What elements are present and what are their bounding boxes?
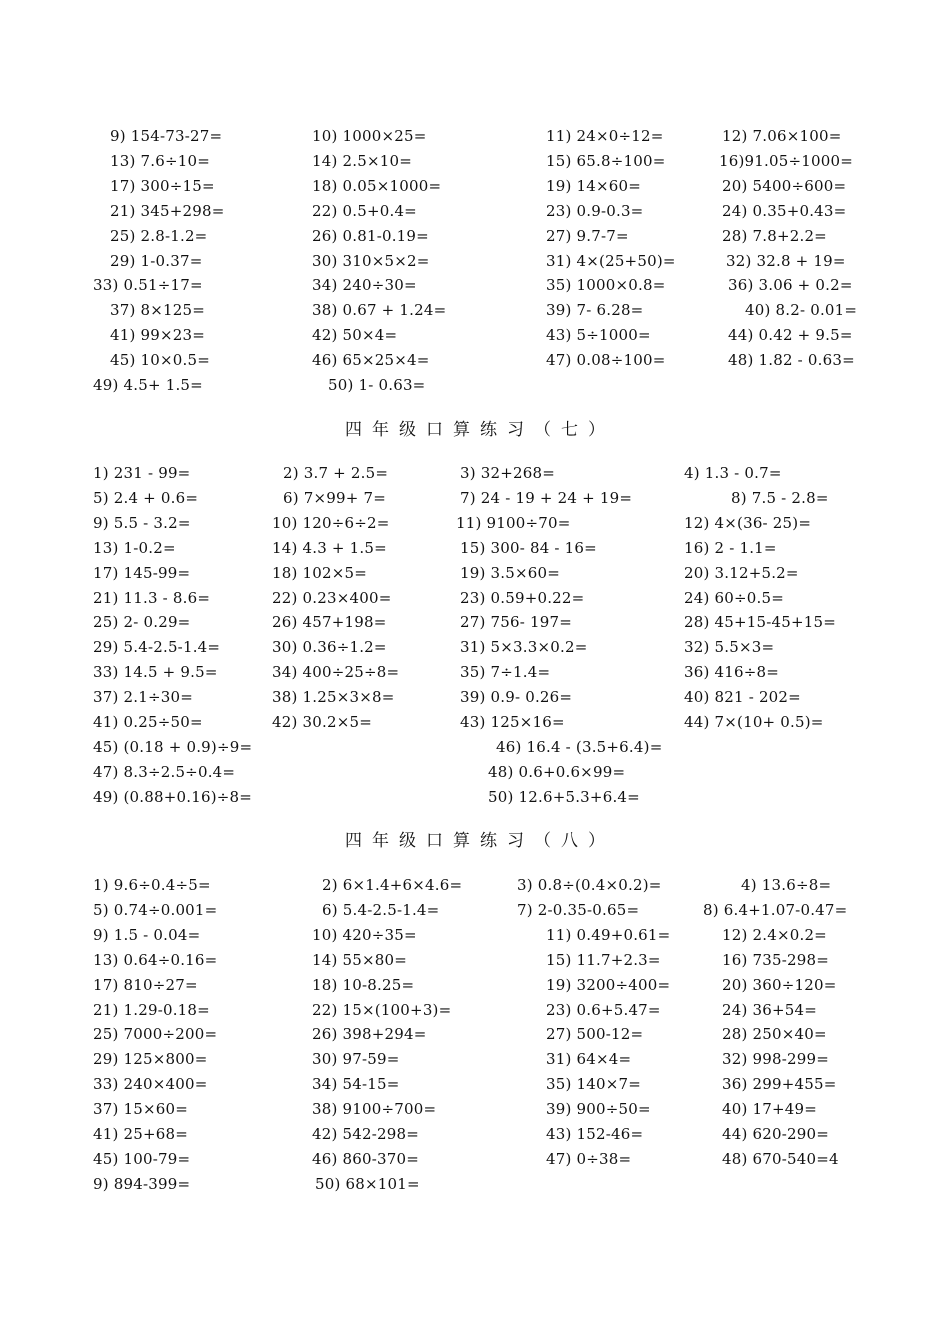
arithmetic-problem: 42) 50×4= (312, 326, 398, 345)
arithmetic-problem: 46) 16.4 - (3.5+6.4)= (496, 737, 663, 756)
arithmetic-problem: 25) 2.8-1.2= (110, 226, 208, 245)
arithmetic-problem: 6) 7×99+ 7= (283, 488, 387, 507)
arithmetic-problem: 33) 14.5 + 9.5= (93, 663, 218, 682)
arithmetic-problem: 37) 15×60= (93, 1100, 189, 1119)
problem-row (0, 973, 950, 997)
arithmetic-problem: 40) 8.2- 0.01= (745, 301, 858, 320)
arithmetic-problem: 13) 7.6÷10= (110, 151, 210, 170)
arithmetic-problem: 44) 620-290= (722, 1125, 830, 1143)
arithmetic-problem: 43) 152-46= (546, 1125, 644, 1143)
arithmetic-problem: 30) 310×5×2= (312, 251, 430, 270)
arithmetic-problem: 14) 55×80= (312, 950, 408, 969)
arithmetic-problem: 15) 65.8÷100= (546, 151, 666, 170)
arithmetic-problem: 12) 4×(36- 25)= (684, 513, 812, 532)
arithmetic-problem: 16) 2 - 1.1= (684, 538, 777, 557)
arithmetic-problem: 34) 54-15= (312, 1075, 400, 1094)
problem-row (0, 174, 950, 198)
arithmetic-problem: 1) 231 - 99= (93, 464, 191, 482)
arithmetic-problem: 39) 900÷50= (546, 1100, 651, 1119)
arithmetic-problem: 36) 416÷8= (684, 663, 780, 682)
arithmetic-problem: 29) 5.4-2.5-1.4= (93, 638, 221, 657)
arithmetic-problem: 20) 5400÷600= (722, 176, 847, 195)
arithmetic-problem: 7) 2-0.35-0.65= (517, 900, 640, 919)
arithmetic-problem: 34) 240÷30= (312, 276, 417, 295)
arithmetic-problem: 35) 1000×0.8= (546, 276, 666, 295)
arithmetic-problem: 39) 0.9- 0.26= (460, 688, 573, 707)
arithmetic-problem: 47) 0.08÷100= (546, 351, 666, 370)
arithmetic-problem: 4) 13.6÷8= (741, 876, 832, 894)
arithmetic-problem: 9) 894-399= (93, 1174, 191, 1193)
problem-row (0, 224, 950, 248)
arithmetic-problem: 6) 5.4-2.5-1.4= (322, 900, 440, 919)
problem-row (0, 323, 950, 347)
arithmetic-problem: 47) 0÷38= (546, 1149, 632, 1168)
arithmetic-problem: 42) 30.2×5= (272, 713, 372, 731)
arithmetic-problem: 47) 8.3÷2.5÷0.4= (93, 762, 236, 781)
problem-row (0, 511, 950, 535)
arithmetic-problem: 31) 5×3.3×0.2= (460, 638, 588, 657)
arithmetic-problem: 25) 2- 0.29= (93, 613, 191, 632)
problem-row (0, 873, 950, 897)
arithmetic-problem: 30) 0.36÷1.2= (272, 638, 387, 657)
arithmetic-problem: 10) 420÷35= (312, 925, 417, 944)
arithmetic-problem: 35) 140×7= (546, 1075, 642, 1094)
arithmetic-problem: 20) 360÷120= (722, 975, 837, 994)
arithmetic-problem: 3) 0.8÷(0.4×0.2)= (517, 876, 662, 894)
arithmetic-problem: 39) 7- 6.28= (546, 301, 644, 320)
arithmetic-problem: 18) 0.05×1000= (312, 176, 442, 195)
problem-row (0, 124, 950, 148)
arithmetic-problem: 25) 7000÷200= (93, 1025, 218, 1044)
arithmetic-problem: 16) 735-298= (722, 950, 830, 969)
problem-row (0, 923, 950, 947)
problem-row (0, 536, 950, 560)
problem-row (0, 348, 950, 372)
arithmetic-problem: 8) 7.5 - 2.8= (731, 488, 829, 507)
arithmetic-problem: 12) 7.06×100= (722, 127, 842, 145)
problem-row (0, 1122, 950, 1146)
arithmetic-problem: 49) 4.5+ 1.5= (93, 376, 203, 394)
problem-row (0, 1097, 950, 1121)
arithmetic-problem: 1) 9.6÷0.4÷5= (93, 876, 211, 894)
arithmetic-problem: 3) 32+268= (460, 464, 556, 482)
arithmetic-problem: 50) 12.6+5.3+6.4= (488, 787, 640, 806)
arithmetic-problem: 23) 0.59+0.22= (460, 588, 585, 607)
arithmetic-problem: 40) 821 - 202= (684, 688, 801, 707)
arithmetic-problem: 31) 64×4= (546, 1050, 632, 1069)
arithmetic-problem: 9) 1.5 - 0.04= (93, 925, 201, 944)
problem-row (0, 1172, 950, 1196)
arithmetic-problem: 17) 300÷15= (110, 176, 215, 195)
problem-row (0, 898, 950, 922)
problem-row (0, 561, 950, 585)
arithmetic-problem: 27) 9.7-7= (546, 226, 629, 245)
arithmetic-problem: 14) 4.3 + 1.5= (272, 538, 387, 557)
arithmetic-problem: 30) 97-59= (312, 1050, 400, 1069)
arithmetic-problem: 12) 2.4×0.2= (722, 925, 827, 944)
arithmetic-problem: 17) 145-99= (93, 563, 191, 582)
arithmetic-problem: 9) 154-73-27= (110, 127, 223, 145)
arithmetic-problem: 26) 398+294= (312, 1025, 427, 1044)
arithmetic-problem: 42) 542-298= (312, 1125, 420, 1143)
arithmetic-problem: 22) 0.23×400= (272, 588, 392, 607)
arithmetic-problem: 46) 860-370= (312, 1149, 420, 1168)
arithmetic-problem: 33) 0.51÷17= (93, 276, 203, 295)
arithmetic-problem: 20) 3.12+5.2= (684, 563, 799, 582)
arithmetic-problem: 15) 300- 84 - 16= (460, 538, 597, 557)
arithmetic-problem: 32) 32.8 + 19= (726, 251, 846, 270)
arithmetic-problem: 36) 3.06 + 0.2= (728, 276, 853, 295)
arithmetic-problem: 50) 68×101= (315, 1174, 420, 1193)
arithmetic-problem: 44) 7×(10+ 0.5)= (684, 713, 824, 731)
arithmetic-problem: 8) 6.4+1.07-0.47= (703, 900, 848, 919)
problem-row (0, 710, 950, 734)
arithmetic-problem: 35) 7÷1.4= (460, 663, 551, 682)
problem-row (0, 610, 950, 634)
arithmetic-problem: 48) 0.6+0.6×99= (488, 762, 626, 781)
arithmetic-problem: 10) 1000×25= (312, 127, 427, 145)
arithmetic-problem: 24) 36+54= (722, 1000, 818, 1019)
arithmetic-problem: 44) 0.42 + 9.5= (728, 326, 853, 345)
problem-row (0, 760, 950, 784)
problem-row (0, 149, 950, 173)
arithmetic-problem: 14) 2.5×10= (312, 151, 412, 170)
problem-row (0, 249, 950, 273)
arithmetic-problem: 41) 25+68= (93, 1125, 189, 1143)
problem-row (0, 735, 950, 759)
arithmetic-problem: 23) 0.9-0.3= (546, 201, 644, 220)
arithmetic-problem: 24) 60÷0.5= (684, 588, 784, 607)
arithmetic-problem: 19) 3.5×60= (460, 563, 560, 582)
arithmetic-problem: 36) 299+455= (722, 1075, 837, 1094)
arithmetic-problem: 32) 5.5×3= (684, 638, 775, 657)
arithmetic-problem: 2) 6×1.4+6×4.6= (322, 876, 463, 894)
arithmetic-problem: 48) 1.82 - 0.63= (728, 351, 855, 370)
arithmetic-problem: 23) 0.6+5.47= (546, 1000, 661, 1019)
arithmetic-problem: 2) 3.7 + 2.5= (283, 464, 389, 482)
problem-row (0, 199, 950, 223)
arithmetic-problem: 41) 99×23= (110, 326, 206, 345)
arithmetic-problem: 37) 2.1÷30= (93, 688, 193, 707)
arithmetic-problem: 31) 4×(25+50)= (546, 251, 676, 270)
arithmetic-problem: 28) 250×40= (722, 1025, 827, 1044)
arithmetic-problem: 43) 125×16= (460, 713, 565, 731)
problem-row (0, 1147, 950, 1171)
problem-row (0, 373, 950, 397)
arithmetic-problem: 32) 998-299= (722, 1050, 830, 1069)
problem-row (0, 273, 950, 297)
arithmetic-problem: 22) 15×(100+3)= (312, 1000, 452, 1019)
arithmetic-problem: 22) 0.5+0.4= (312, 201, 417, 220)
arithmetic-problem: 21) 1.29-0.18= (93, 1000, 210, 1019)
arithmetic-problem: 49) (0.88+0.16)÷8= (93, 787, 253, 806)
arithmetic-problem: 40) 17+49= (722, 1100, 818, 1119)
arithmetic-problem: 9) 5.5 - 3.2= (93, 513, 191, 532)
arithmetic-problem: 15) 11.7+2.3= (546, 950, 661, 969)
problem-row (0, 1072, 950, 1096)
arithmetic-problem: 11) 9100÷70= (456, 513, 571, 532)
arithmetic-problem: 38) 9100÷700= (312, 1100, 437, 1119)
arithmetic-problem: 18) 102×5= (272, 563, 368, 582)
arithmetic-problem: 17) 810÷27= (93, 975, 198, 994)
arithmetic-problem: 7) 24 - 19 + 24 + 19= (460, 488, 633, 507)
arithmetic-problem: 46) 65×25×4= (312, 351, 430, 370)
section-seven-title: 四年级口算练习（七） (345, 420, 615, 440)
arithmetic-problem: 5) 2.4 + 0.6= (93, 488, 199, 507)
arithmetic-problem: 48) 670-540=4 (722, 1149, 839, 1168)
arithmetic-problem: 26) 457+198= (272, 613, 387, 632)
arithmetic-problem: 45) (0.18 + 0.9)÷9= (93, 737, 253, 756)
section-eight-title: 四年级口算练习（八） (345, 831, 615, 851)
problem-row (0, 785, 950, 809)
problem-row (0, 660, 950, 684)
arithmetic-problem: 18) 10-8.25= (312, 975, 415, 994)
arithmetic-problem: 38) 0.67 + 1.24= (312, 301, 447, 320)
arithmetic-problem: 21) 11.3 - 8.6= (93, 588, 211, 607)
arithmetic-problem: 13) 0.64÷0.16= (93, 950, 218, 969)
arithmetic-problem: 19) 14×60= (546, 176, 642, 195)
problem-row (0, 635, 950, 659)
problem-row (0, 1047, 950, 1071)
arithmetic-problem: 10) 120÷6÷2= (272, 513, 390, 532)
arithmetic-problem: 27) 756- 197= (460, 613, 572, 632)
arithmetic-problem: 43) 5÷1000= (546, 326, 651, 345)
arithmetic-problem: 21) 345+298= (110, 201, 225, 220)
arithmetic-problem: 28) 7.8+2.2= (722, 226, 827, 245)
arithmetic-problem: 19) 3200÷400= (546, 975, 671, 994)
arithmetic-problem: 34) 400÷25÷8= (272, 663, 400, 682)
arithmetic-problem: 50) 1- 0.63= (328, 376, 426, 394)
arithmetic-problem: 11) 0.49+0.61= (546, 925, 671, 944)
arithmetic-problem: 5) 0.74÷0.001= (93, 900, 218, 919)
arithmetic-problem: 37) 8×125= (110, 301, 206, 320)
arithmetic-problem: 29) 1-0.37= (110, 251, 203, 270)
arithmetic-problem: 38) 1.25×3×8= (272, 688, 395, 707)
problem-row (0, 486, 950, 510)
arithmetic-problem: 26) 0.81-0.19= (312, 226, 429, 245)
arithmetic-problem: 45) 10×0.5= (110, 351, 210, 370)
arithmetic-problem: 27) 500-12= (546, 1025, 644, 1044)
problem-row (0, 998, 950, 1022)
problem-row (0, 298, 950, 322)
arithmetic-problem: 24) 0.35+0.43= (722, 201, 847, 220)
problem-row (0, 1022, 950, 1046)
arithmetic-problem: 45) 100-79= (93, 1149, 191, 1168)
arithmetic-problem: 28) 45+15-45+15= (684, 613, 837, 632)
arithmetic-problem: 41) 0.25÷50= (93, 713, 203, 731)
arithmetic-problem: 13) 1-0.2= (93, 538, 176, 557)
arithmetic-problem: 4) 1.3 - 0.7= (684, 464, 782, 482)
arithmetic-problem: 16)91.05÷1000= (719, 151, 853, 170)
problem-row (0, 685, 950, 709)
arithmetic-problem: 11) 24×0÷12= (546, 127, 664, 145)
problem-row (0, 461, 950, 485)
arithmetic-problem: 33) 240×400= (93, 1075, 208, 1094)
problem-row (0, 586, 950, 610)
problem-row (0, 948, 950, 972)
arithmetic-problem: 29) 125×800= (93, 1050, 208, 1069)
